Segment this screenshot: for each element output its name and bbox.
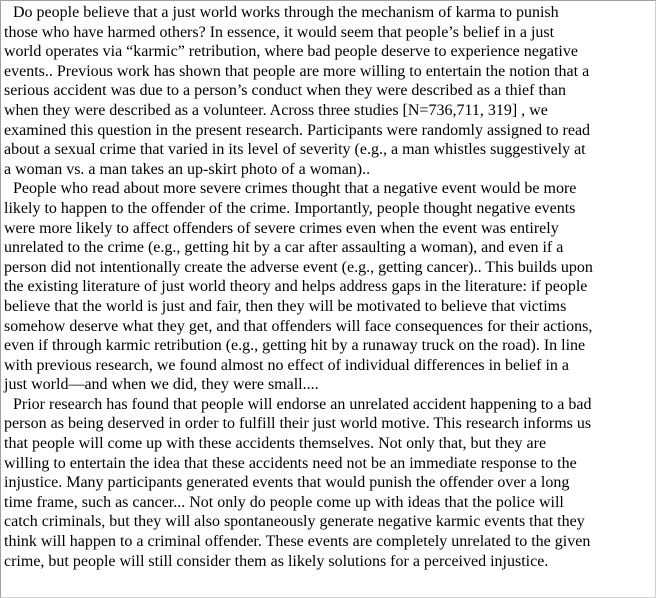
text-line: examined this question in the present research. Participants were randomly assigned to read bbox=[4, 121, 591, 139]
text-line: believe that the world is just and fair, then they will be motivated to believe that victims bbox=[4, 297, 567, 315]
text-line: person did not intentionally create the adverse event (e.g., getting cancer).. This builds upon bbox=[4, 258, 593, 276]
text-line: willing to entertain the idea that these accidents need not be an immediate response to the bbox=[4, 454, 577, 472]
text-line: a woman vs. a man takes an up-skirt photo of a woman).. bbox=[4, 160, 371, 178]
paragraph-3 bbox=[4, 395, 652, 571]
text-line: think will happen to a criminal offender. These events are completely unrelated to the given bbox=[4, 533, 591, 551]
text-line: when they were described as a volunteer. Across three studies [N=736,711, 319] , we bbox=[4, 101, 548, 119]
text-line: time frame, such as cancer... Not only do people come up with ideas that the police will bbox=[4, 493, 564, 511]
text-line: the existing literature of just world theory and helps address gaps in the literature: if people bbox=[4, 278, 588, 296]
text-line: Do people believe that a just world works through the mechanism of karma to punish bbox=[13, 4, 559, 21]
text-line: person as being deserved in order to fulfill their just world motive. This research informs us bbox=[4, 415, 592, 433]
text-line: were more likely to affect offenders of severe crimes even when the event was entirely bbox=[4, 219, 559, 237]
text-line: just world—and when we did, they were small.... bbox=[4, 376, 319, 394]
text-line: injustice. Many participants generated events that would punish the offender over a long bbox=[4, 474, 570, 492]
text-line: with previous research, we found almost no effect of individual differences in belief in a bbox=[4, 356, 569, 374]
text-line: world operates via “karmic” retribution, where bad people deserve to experience negative bbox=[4, 43, 578, 61]
text-line: even if through karmic retribution (e.g., getting hit by a runaway truck on the road). In line bbox=[4, 337, 586, 355]
text-line: that people will come up with these accidents themselves. Not only that, but they are bbox=[4, 435, 547, 453]
text-line: about a sexual crime that varied in its level of severity (e.g., a man whistles suggestively at bbox=[4, 141, 586, 159]
text-line: somehow deserve what they get, and that offenders will face consequences for their actions, bbox=[4, 317, 593, 335]
text-line: catch criminals, but they will also spontaneously generate negative karmic events that they bbox=[4, 513, 585, 531]
text-line: unrelated to the crime (e.g., getting hit by a car after assaulting a woman), and even if a bbox=[4, 239, 564, 257]
text-line: crime, but people will still consider them as likely solutions for a perceived injustice. bbox=[4, 552, 549, 570]
document-body bbox=[4, 3, 652, 571]
paragraph-1 bbox=[4, 3, 652, 179]
text-line: those who have harmed others? In essence, it would seem that people’s belief in a just bbox=[4, 23, 555, 41]
paragraph-2 bbox=[4, 179, 652, 395]
text-line: People who read about more severe crimes thought that a negative event would be more bbox=[13, 180, 577, 198]
text-line: serious accident was due to a person’s conduct when they were described as a thief than bbox=[4, 82, 567, 100]
text-line: Prior research has found that people will endorse an unrelated accident happening to a bad bbox=[13, 395, 592, 413]
text-line: likely to happen to the offender of the crime. Importantly, people thought negative events bbox=[4, 199, 576, 217]
text-line: events.. Previous work has shown that people are more willing to entertain the notion that a bbox=[4, 62, 590, 80]
